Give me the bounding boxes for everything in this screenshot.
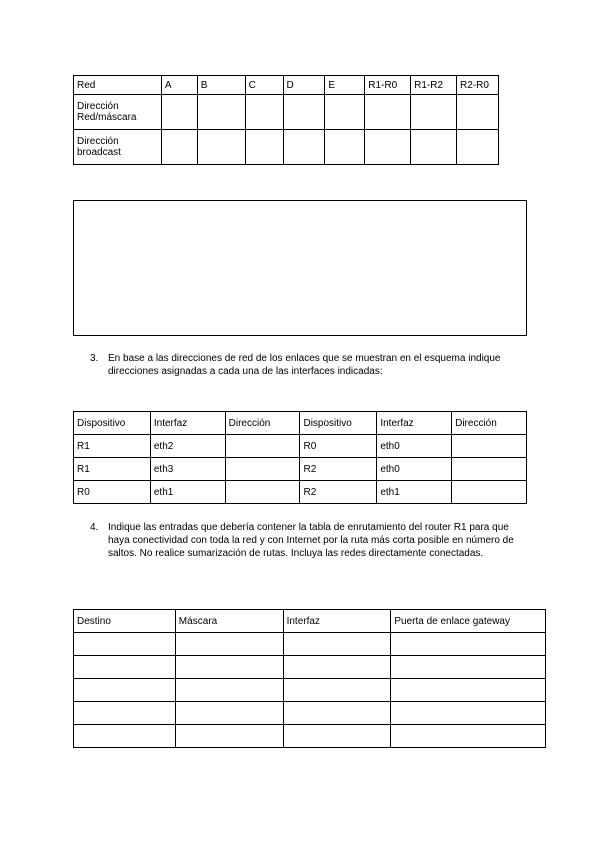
header-cell: A xyxy=(161,76,197,95)
question-4 xyxy=(90,521,530,560)
address-cell[interactable] xyxy=(452,458,527,481)
blank-cell[interactable] xyxy=(283,679,391,702)
interface-cell: eth0 xyxy=(377,458,452,481)
blank-cell[interactable] xyxy=(74,725,176,748)
blank-cell[interactable] xyxy=(391,633,546,656)
device-cell: R2 xyxy=(300,481,377,504)
blank-cell[interactable] xyxy=(175,656,283,679)
address-cell[interactable] xyxy=(452,435,527,458)
blank-cell[interactable] xyxy=(391,725,546,748)
answer-box[interactable] xyxy=(73,200,527,336)
device-cell: R0 xyxy=(74,481,151,504)
blank-cell[interactable] xyxy=(457,95,499,130)
question-text: En base a las direcciones de red de los enlaces que se muestran en el esquema indique direcciones asignadas a cada una de las interfaces indicadas: xyxy=(108,353,501,377)
blank-cell[interactable] xyxy=(175,679,283,702)
question-text: Indique las entradas que debería contener la tabla de enrutamiento del router R1 para que haya conectividad con toda la red y con Internet por la ruta más corta posible en número de saltos. No realice sumarización de rutas. Incluya las redes directamente conectadas. xyxy=(108,522,514,559)
blank-cell[interactable] xyxy=(245,95,283,130)
address-cell[interactable] xyxy=(225,435,300,458)
blank-cell[interactable] xyxy=(175,633,283,656)
blank-cell[interactable] xyxy=(457,130,499,165)
interface-address-table xyxy=(73,411,527,504)
blank-cell[interactable] xyxy=(391,656,546,679)
routing-table xyxy=(73,609,546,748)
question-number: 3. xyxy=(90,353,99,364)
header-cell: Dirección xyxy=(225,412,300,435)
blank-cell[interactable] xyxy=(283,95,325,130)
blank-cell[interactable] xyxy=(325,130,365,165)
header-cell: Dispositivo xyxy=(74,412,151,435)
table-header-row xyxy=(74,610,546,633)
blank-cell[interactable] xyxy=(283,725,391,748)
blank-cell[interactable] xyxy=(197,95,245,130)
interface-cell: eth0 xyxy=(377,435,452,458)
blank-cell[interactable] xyxy=(411,95,457,130)
address-cell[interactable] xyxy=(452,481,527,504)
blank-cell[interactable] xyxy=(161,130,197,165)
header-cell: B xyxy=(197,76,245,95)
interface-cell: eth1 xyxy=(150,481,225,504)
table-row xyxy=(74,130,499,165)
row-label: Dirección Red/máscara xyxy=(74,95,162,130)
header-cell: Máscara xyxy=(175,610,283,633)
device-cell: R1 xyxy=(74,435,151,458)
blank-cell[interactable] xyxy=(175,702,283,725)
blank-cell[interactable] xyxy=(245,130,283,165)
row-label: Dirección broadcast xyxy=(74,130,162,165)
table-header-row xyxy=(74,412,527,435)
interface-cell: eth2 xyxy=(150,435,225,458)
blank-cell[interactable] xyxy=(74,633,176,656)
blank-cell[interactable] xyxy=(365,95,411,130)
table-row xyxy=(74,633,546,656)
header-cell: R1-R0 xyxy=(365,76,411,95)
header-cell: Puerta de enlace gateway xyxy=(391,610,546,633)
device-cell: R2 xyxy=(300,458,377,481)
interface-cell: eth1 xyxy=(377,481,452,504)
device-cell: R1 xyxy=(74,458,151,481)
header-cell: E xyxy=(325,76,365,95)
blank-cell[interactable] xyxy=(325,95,365,130)
blank-cell[interactable] xyxy=(161,95,197,130)
table-row xyxy=(74,435,527,458)
question-number: 4. xyxy=(90,522,99,533)
header-cell: Dispositivo xyxy=(300,412,377,435)
header-cell: Interfaz xyxy=(150,412,225,435)
blank-cell[interactable] xyxy=(197,130,245,165)
header-cell: R1-R2 xyxy=(411,76,457,95)
blank-cell[interactable] xyxy=(74,702,176,725)
header-cell: Dirección xyxy=(452,412,527,435)
address-cell[interactable] xyxy=(225,481,300,504)
blank-cell[interactable] xyxy=(175,725,283,748)
table-row xyxy=(74,679,546,702)
address-cell[interactable] xyxy=(225,458,300,481)
table-row xyxy=(74,725,546,748)
table-row xyxy=(74,95,499,130)
table-row xyxy=(74,656,546,679)
header-cell: D xyxy=(283,76,325,95)
header-cell: Red xyxy=(74,76,162,95)
header-cell: Interfaz xyxy=(283,610,391,633)
device-cell: R0 xyxy=(300,435,377,458)
table-header-row xyxy=(74,76,499,95)
header-cell: C xyxy=(245,76,283,95)
blank-cell[interactable] xyxy=(74,679,176,702)
question-3 xyxy=(90,352,530,378)
blank-cell[interactable] xyxy=(411,130,457,165)
table-row xyxy=(74,481,527,504)
interface-cell: eth3 xyxy=(150,458,225,481)
table-row xyxy=(74,458,527,481)
blank-cell[interactable] xyxy=(74,656,176,679)
header-cell: Destino xyxy=(74,610,176,633)
blank-cell[interactable] xyxy=(283,130,325,165)
blank-cell[interactable] xyxy=(283,656,391,679)
network-address-table xyxy=(73,75,499,165)
blank-cell[interactable] xyxy=(283,633,391,656)
blank-cell[interactable] xyxy=(365,130,411,165)
header-cell: Interfaz xyxy=(377,412,452,435)
table-row xyxy=(74,702,546,725)
blank-cell[interactable] xyxy=(283,702,391,725)
blank-cell[interactable] xyxy=(391,702,546,725)
header-cell: R2-R0 xyxy=(457,76,499,95)
blank-cell[interactable] xyxy=(391,679,546,702)
